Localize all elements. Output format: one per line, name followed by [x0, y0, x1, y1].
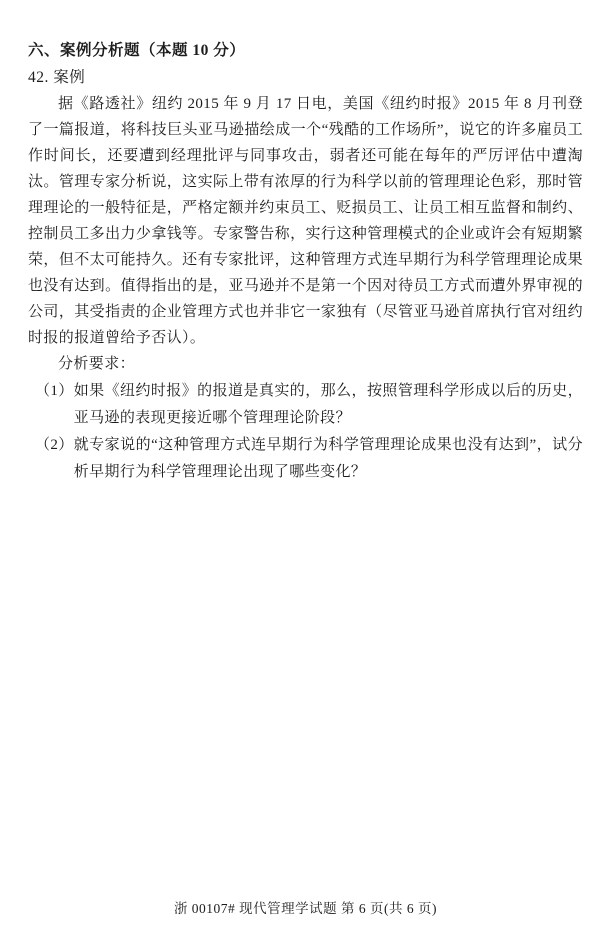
sub-question-2 — [28, 432, 583, 486]
sub-question-1 — [28, 378, 583, 432]
sub-question-1-text: 如果《纽约时报》的报道是真实的，那么，按照管理科学形成以后的历史，亚马逊的表现更接近哪个管理理论阶段？ — [73, 383, 583, 426]
case-paragraph: 据《路透社》纽约 2015 年 9 月 17 日电，美国《纽约时报》2015 年 8 月刊登了一篇报道，将科技巨头亚马逊描绘成一个“残酷的工作场所”，说它的许多雇员工作时间长，还要遭到经理批评与同事攻击，弱者还可能在每年的严厉评估中遭淘汰。管理专家分析说，这实际上带有浓厚的行为科学以前的管理理论色彩，那时管理理论的一般特征是，严格定额并约束员工、贬损员工、让员工相互监督和制约、控制员工多出力少拿钱等。专家警告称，实行这种管理模式的企业或许会有短期繁荣，但不太可能持久。还有专家批评，这种管理方式连早期行为科学管理理论成果也没有达到。值得指出的是，亚马逊并不是第一个因对待员工方式而遭外界审视的公司，其受指责的企业管理方式也并非它一家独有（尽管亚马逊首席执行官对纽约时报的报道曾给予否认）。 — [28, 96, 583, 346]
question-number: 42. 案例 — [28, 69, 86, 86]
analysis-requirements-heading: 分析要求： — [58, 356, 136, 372]
page-footer: 浙 00107# 现代管理学试题 第 6 页(共 6 页) — [173, 901, 438, 916]
section-title: 六、案例分析题（本题 10 分） — [28, 42, 246, 59]
sub-question-2-label: （2） — [35, 437, 74, 453]
sub-question-1-label: （1） — [35, 383, 74, 399]
sub-question-2-text: 就专家说的“这种管理方式连早期行为科学管理理论成果也没有达到”，试分析早期行为科学管理理论出现了哪些变化？ — [73, 437, 583, 480]
